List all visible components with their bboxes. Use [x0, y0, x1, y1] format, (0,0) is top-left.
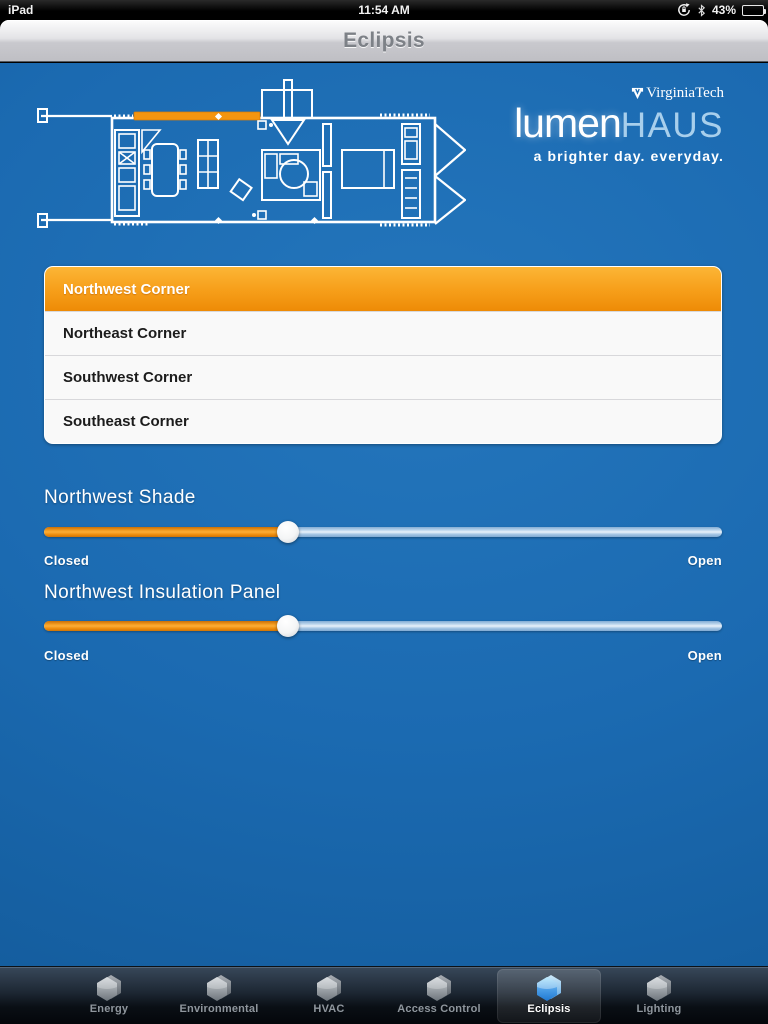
- insulation-slider[interactable]: [44, 621, 722, 631]
- insulation-slider-fill: [44, 621, 288, 631]
- corner-row-northwest[interactable]: [45, 267, 721, 311]
- corner-row-southeast[interactable]: [45, 399, 721, 443]
- tab-energy[interactable]: [57, 969, 161, 1023]
- shade-slider[interactable]: [44, 527, 722, 537]
- shade-slider-thumb[interactable]: [277, 521, 299, 543]
- insulation-range-labels: [44, 648, 722, 663]
- university-name: VirginiaTech: [646, 85, 724, 101]
- logo-lumen: lumen: [514, 100, 621, 146]
- virginiatech-logo-icon: [631, 87, 644, 100]
- corner-row-label: Northeast Corner: [63, 325, 187, 342]
- closed-label: Closed: [44, 648, 90, 663]
- device-label: iPad: [8, 3, 34, 17]
- corner-row-label: Southwest Corner: [63, 369, 193, 386]
- corner-list: [44, 266, 722, 444]
- shade-slider-fill: [44, 527, 288, 537]
- tab-environmental[interactable]: [167, 969, 271, 1023]
- logo-tagline: a brighter day. everyday.: [533, 148, 724, 164]
- status-bar: [0, 0, 768, 20]
- corner-row-northeast[interactable]: [45, 311, 721, 355]
- floorplan-drawing: [36, 78, 466, 230]
- corner-row-southwest[interactable]: [45, 355, 721, 399]
- tab-hvac[interactable]: [277, 969, 381, 1023]
- shade-range-labels: [44, 553, 722, 568]
- insulation-slider-thumb[interactable]: [277, 615, 299, 637]
- tab-label: Access Control: [397, 1003, 481, 1015]
- northwest-shade-highlight: [134, 112, 260, 120]
- tab-eclipsis[interactable]: [497, 969, 601, 1023]
- hvac-icon: [314, 974, 344, 1002]
- access-control-icon: [424, 974, 454, 1002]
- battery-icon: [742, 5, 764, 16]
- lighting-icon: [644, 974, 674, 1002]
- tab-label: Environmental: [179, 1003, 259, 1015]
- clock: 11:54 AM: [358, 3, 410, 17]
- energy-icon: [94, 974, 124, 1002]
- tab-label: Lighting: [636, 1003, 682, 1015]
- tab-lighting[interactable]: [607, 969, 711, 1023]
- bluetooth-icon: [697, 4, 706, 17]
- environmental-icon: [204, 974, 234, 1002]
- battery-percent-label: 43%: [711, 3, 736, 17]
- corner-row-label: Northwest Corner: [63, 280, 190, 298]
- open-label: Open: [687, 648, 722, 663]
- closed-label: Closed: [44, 553, 90, 568]
- tab-label: Eclipsis: [527, 1003, 571, 1015]
- logo-wordmark: [504, 100, 724, 146]
- corner-row-label: Southeast Corner: [63, 413, 189, 430]
- shade-control-heading: Northwest Shade: [44, 487, 196, 508]
- tab-bar: [0, 966, 768, 1024]
- logo-haus: HAUS: [620, 106, 724, 145]
- insulation-control-heading: Northwest Insulation Panel: [44, 582, 281, 603]
- open-label: Open: [687, 553, 722, 568]
- tab-access-control[interactable]: [387, 969, 491, 1023]
- lumenhaus-logo: [504, 85, 724, 164]
- content-area: [0, 63, 768, 966]
- page-title: Eclipsis: [343, 28, 425, 52]
- eclipsis-icon: [534, 974, 564, 1002]
- nav-bar: [0, 20, 768, 62]
- rotation-lock-icon: [677, 3, 691, 17]
- tab-label: Energy: [89, 1003, 129, 1015]
- tab-label: HVAC: [313, 1003, 345, 1015]
